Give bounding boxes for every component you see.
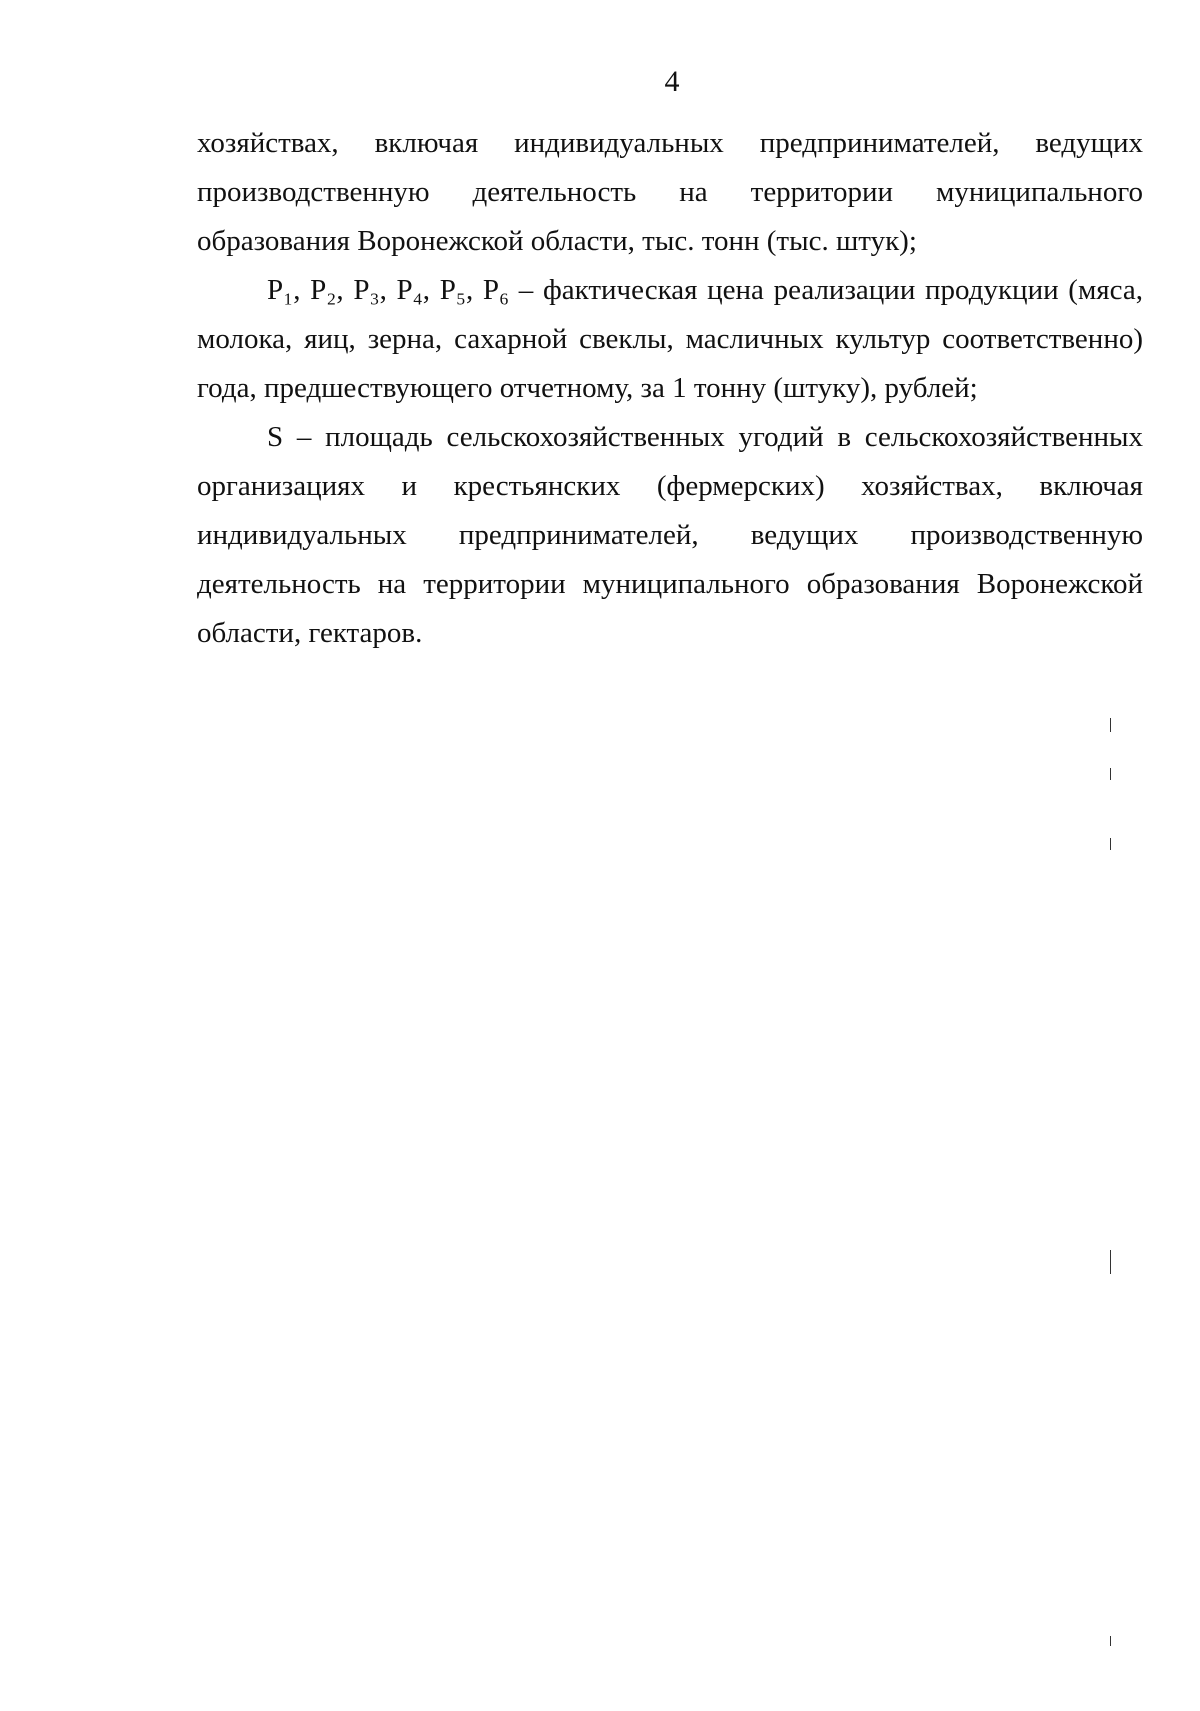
document-body	[197, 119, 1143, 658]
paragraph-area-definition: S – площадь сельскохозяйственных угодий в сельскохозяйственных организациях и крестьянских (фермерских) хозяйствах, включая индивидуальных предпринимателей, ведущих производственную деятельность на территории муниципального образования Воронежской области, гектаров.	[197, 421, 1143, 649]
scan-artifact	[1110, 838, 1111, 850]
paragraph-price-definition: P₁, P₂, P₃, P₄, P₅, P₆ – фактическая цена реализации продукции (мяса, молока, яиц, зерна, сахарной свеклы, масличных культур соответственно) года, предшествующего отчетному, за 1 тонну (штуку), рублей;	[197, 274, 1143, 404]
page-number: 4	[664, 65, 680, 98]
scan-artifact	[1110, 1250, 1111, 1274]
scan-artifact	[1110, 768, 1111, 780]
scan-artifact	[1110, 1636, 1111, 1646]
paragraph-continuation: хозяйствах, включая индивидуальных предпринимателей, ведущих производственную деятельность на территории муниципального образования Воронежской области, тыс. тонн (тыс. штук);	[197, 127, 1143, 257]
scan-artifact	[1110, 718, 1111, 732]
